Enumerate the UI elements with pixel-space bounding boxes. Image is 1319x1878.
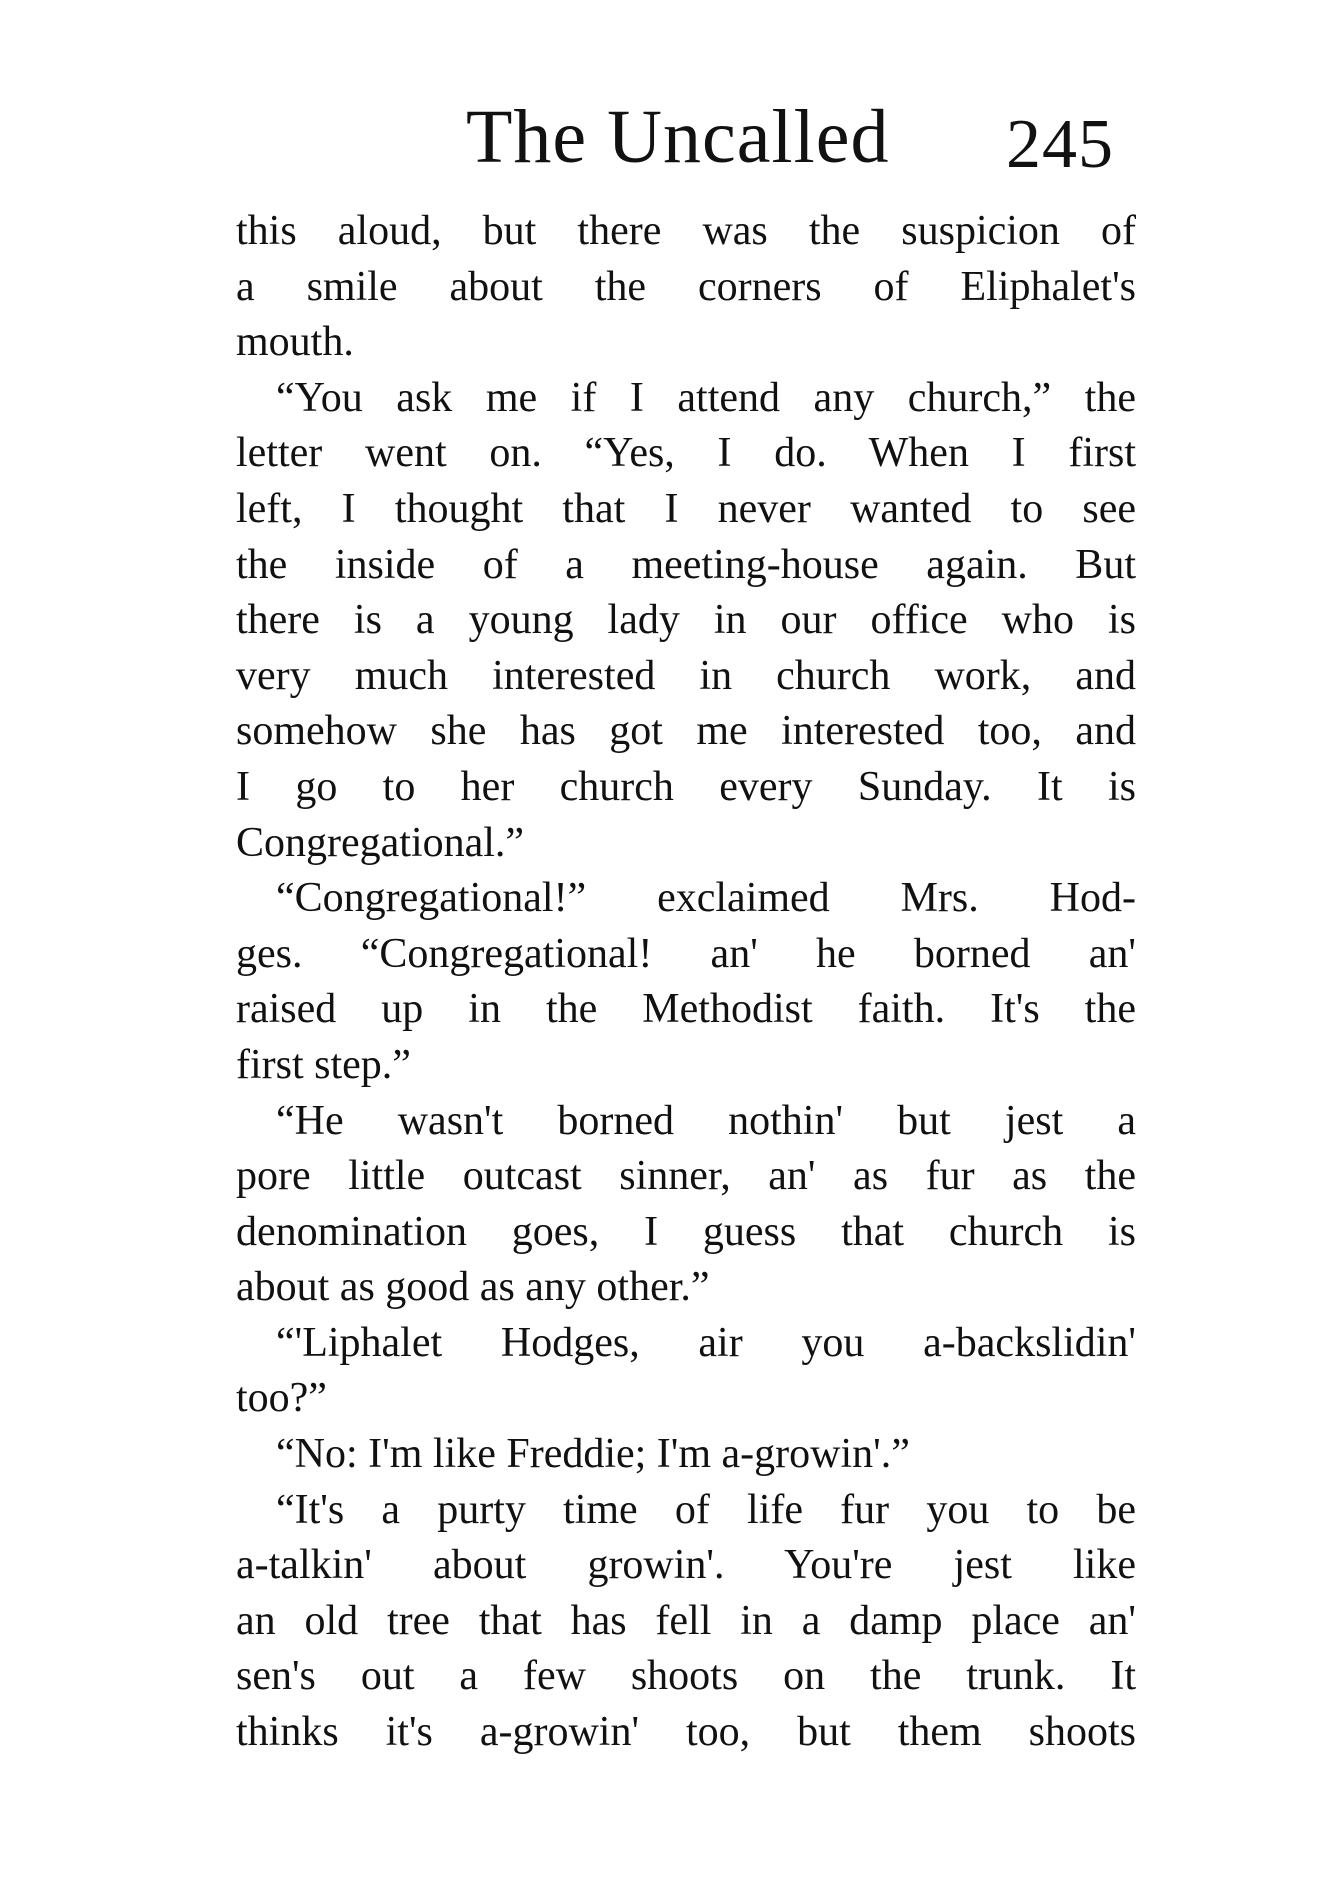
text-line: a-talkin' about growin'. You're jest like <box>236 1542 1136 1589</box>
text-line: “You ask me if I attend any church,” the <box>276 374 1136 421</box>
text-line: pore little outcast sinner, an' as fur as the <box>236 1153 1136 1200</box>
text-line: I go to her church every Sunday. It is <box>236 763 1136 810</box>
text-line: left, I thought that I never wanted to see <box>236 485 1136 532</box>
text-line: the inside of a meeting-house again. But <box>236 541 1136 588</box>
body-text <box>236 204 1136 1761</box>
text-line: “It's a purty time of life fur you to be <box>276 1486 1136 1533</box>
text-line: mouth. <box>236 319 354 366</box>
text-line: letter went on. “Yes, I do. When I first <box>236 430 1136 477</box>
text-line: sen's out a few shoots on the trunk. It <box>236 1653 1136 1700</box>
page-number: 245 <box>1006 106 1114 183</box>
running-head <box>236 92 1136 182</box>
text-line: raised up in the Methodist faith. It's the <box>236 986 1136 1033</box>
running-title: The Uncalled <box>466 95 890 179</box>
text-line: “No: I'm like Freddie; I'm a-growin'.” <box>276 1431 910 1478</box>
text-line: thinks it's a-growin' too, but them shoots <box>236 1709 1136 1756</box>
text-line: very much interested in church work, and <box>236 652 1136 699</box>
text-line: “He wasn't borned nothin' but jest a <box>276 1097 1136 1144</box>
text-line: somehow she has got me interested too, and <box>236 708 1136 755</box>
text-line: this aloud, but there was the suspicion of <box>236 208 1136 254</box>
text-line: a smile about the corners of Eliphalet's <box>236 263 1136 310</box>
text-line: an old tree that has fell in a damp place an' <box>236 1597 1136 1644</box>
text-line: there is a young lady in our office who is <box>236 597 1136 644</box>
text-line: denomination goes, I guess that church is <box>236 1208 1136 1255</box>
text-line: “'Liphalet Hodges, air you a-backslidin' <box>276 1319 1136 1366</box>
text-line: about as good as any other.” <box>236 1264 710 1311</box>
text-line: ges. “Congregational! an' he borned an' <box>236 930 1136 977</box>
text-line: Congregational.” <box>236 819 525 866</box>
text-line: “Congregational!” exclaimed Mrs. Hod- <box>276 875 1136 922</box>
text-line: too?” <box>236 1375 327 1422</box>
text-line: first step.” <box>236 1041 411 1088</box>
